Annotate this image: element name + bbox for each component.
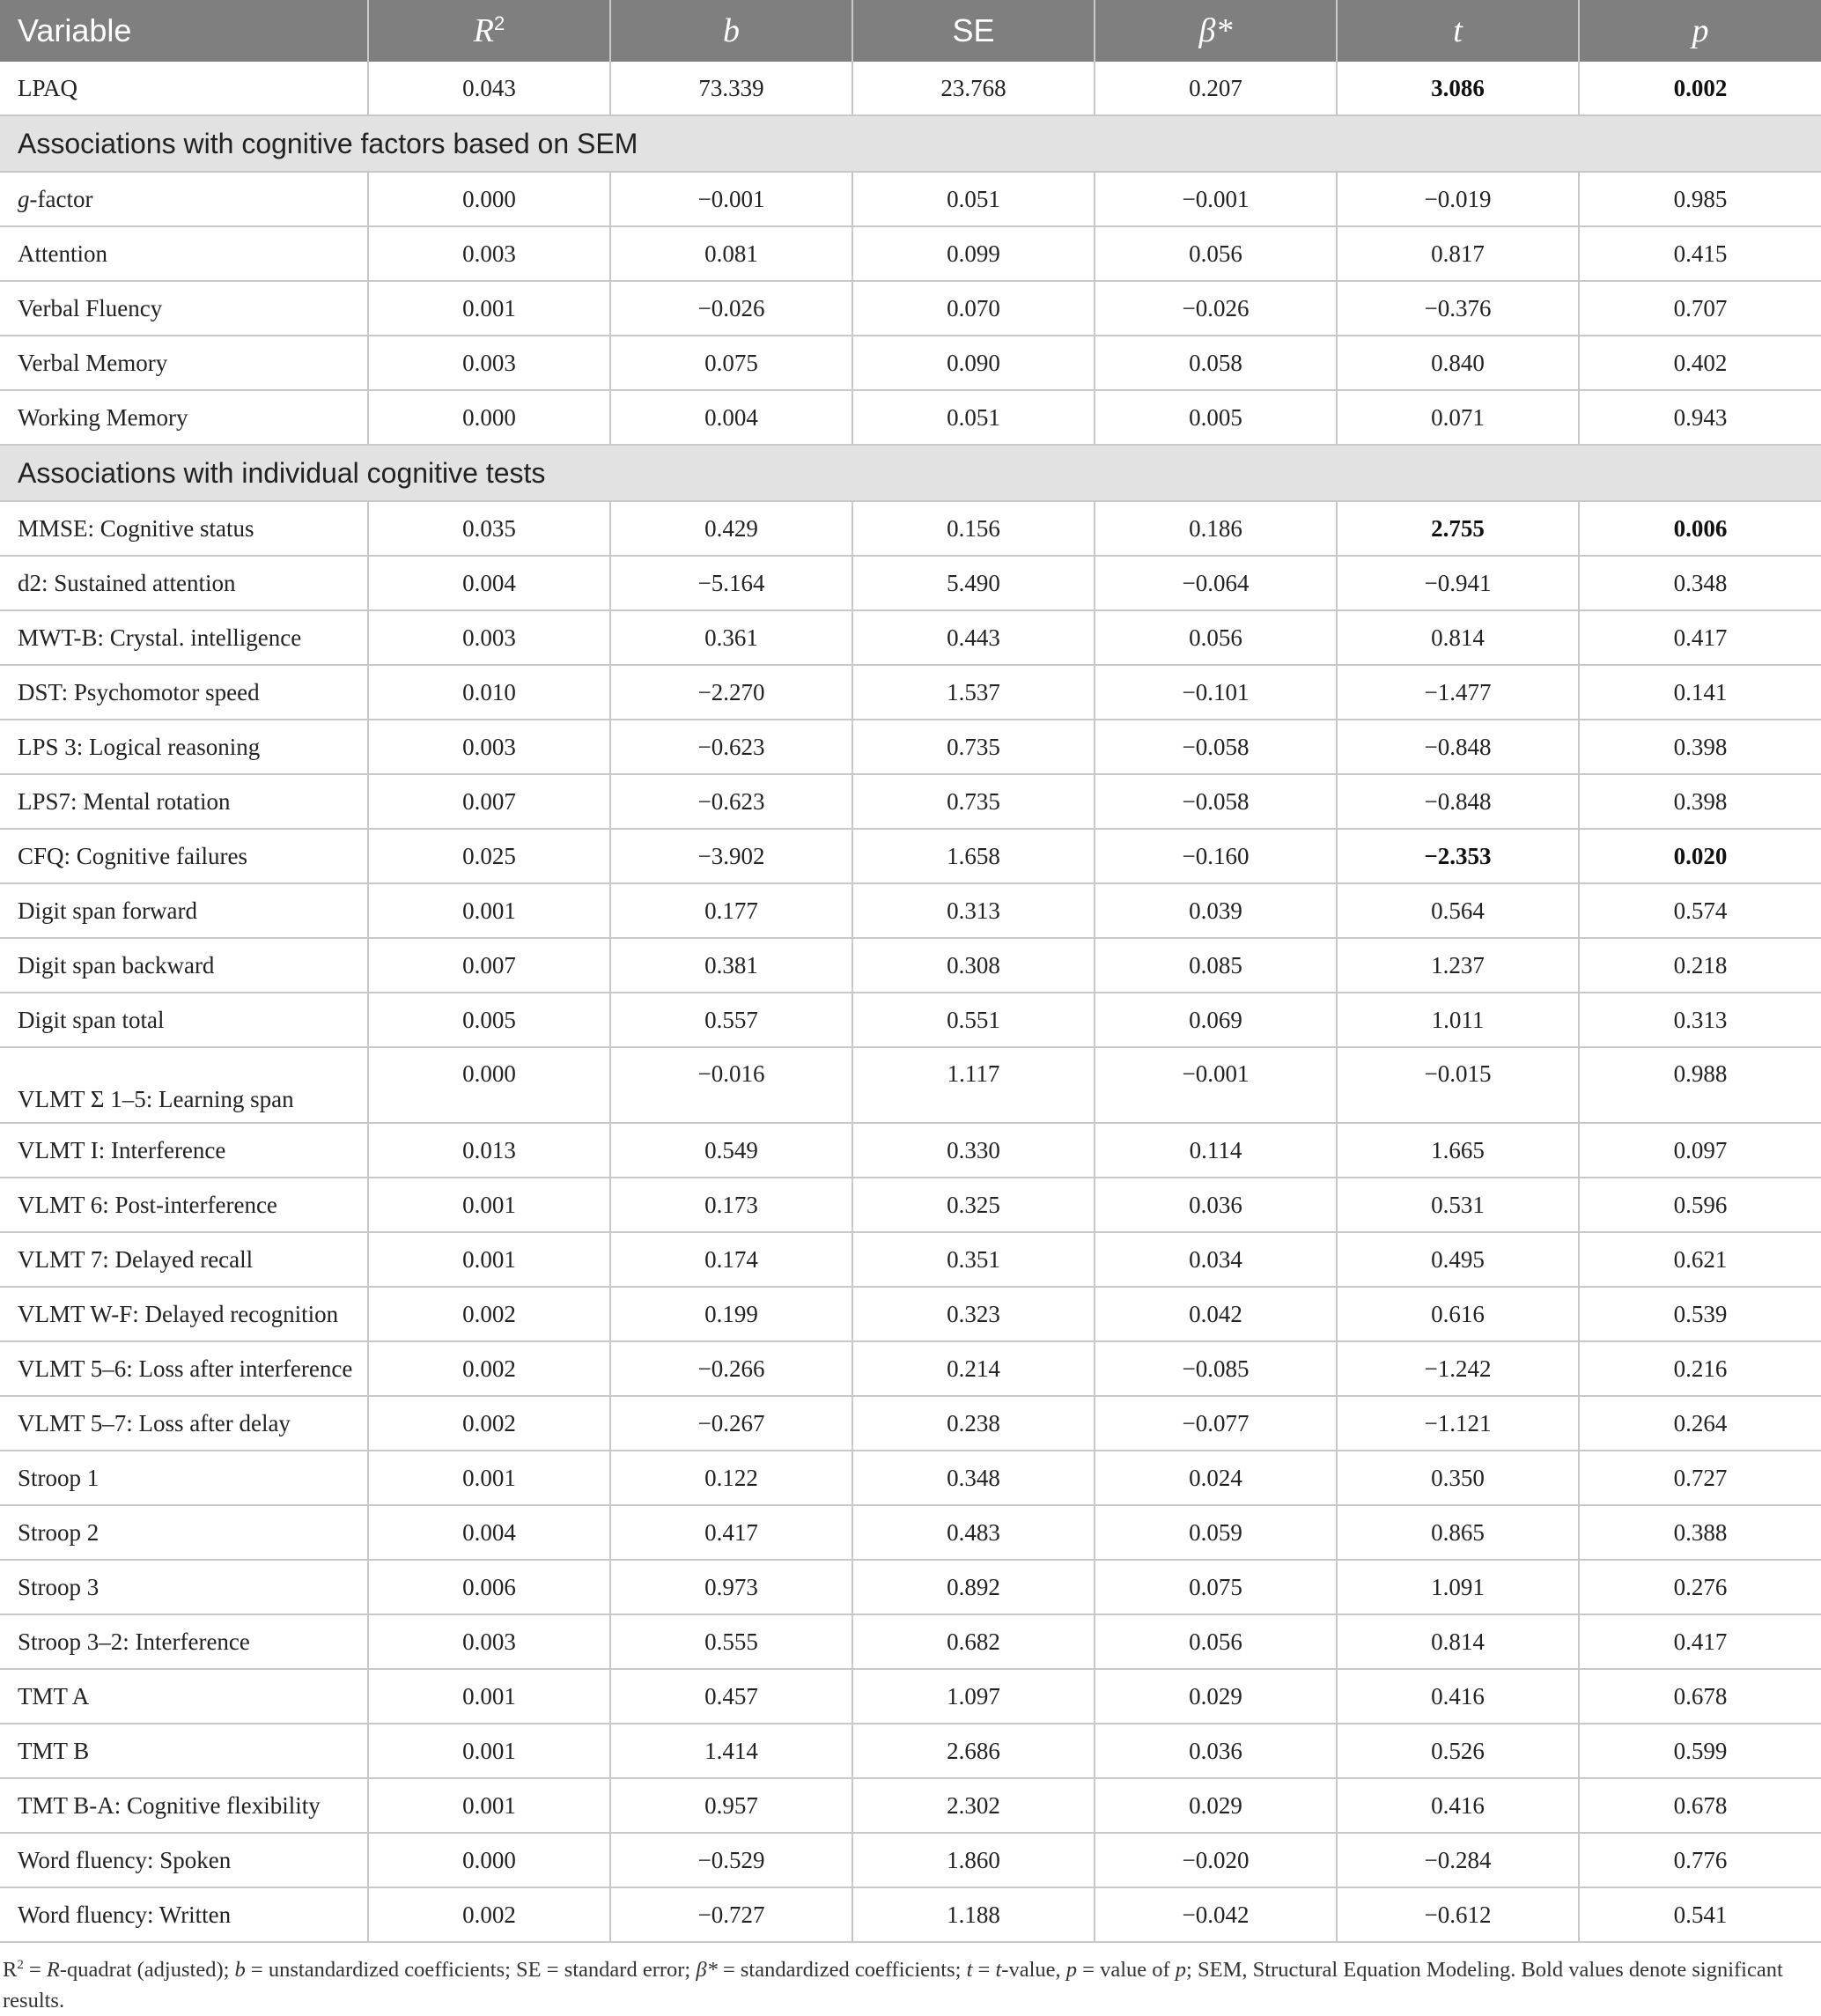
- t-cell: [1337, 829, 1579, 883]
- t-cell: 0.616: [1337, 1287, 1579, 1341]
- b-cell: 73.339: [610, 62, 852, 115]
- variable-name-cell: MMSE: Cognitive status: [0, 501, 368, 556]
- variable-name-cell: Digit span forward: [0, 883, 368, 938]
- table-row: [0, 1178, 1821, 1232]
- p-cell: 0.216: [1579, 1341, 1821, 1396]
- table-row: [0, 62, 1821, 115]
- beta-cell: 0.207: [1095, 62, 1337, 115]
- se-cell: 0.238: [852, 1396, 1095, 1451]
- variable-name-cell: TMT A: [0, 1669, 368, 1724]
- se-cell: 0.892: [852, 1560, 1095, 1614]
- b-cell: 0.004: [610, 390, 852, 445]
- t-cell: 0.416: [1337, 1669, 1579, 1724]
- se-cell: 0.330: [852, 1123, 1095, 1178]
- b-cell: −0.529: [610, 1833, 852, 1887]
- table-row: [0, 1778, 1821, 1833]
- beta-cell: 0.114: [1095, 1123, 1337, 1178]
- p-cell: 0.398: [1579, 720, 1821, 774]
- b-cell: −2.270: [610, 665, 852, 720]
- se-cell: 1.097: [852, 1669, 1095, 1724]
- p-cell: 0.348: [1579, 556, 1821, 610]
- b-cell: 0.081: [610, 226, 852, 281]
- t-cell: −0.284: [1337, 1833, 1579, 1887]
- table-footnote: $R^2$ = R-quadrat (adjusted); b = unstandardized coefficients; SE = standard error; β* = standardized coefficients; t = t-value, p = value of p; SEM, Structural Equation Modeling. Bold values denote significant results.: [3, 1958, 1783, 2013]
- b-cell: 1.414: [610, 1724, 852, 1778]
- r2-cell: 0.010: [368, 665, 610, 720]
- se-cell: 0.156: [852, 501, 1095, 556]
- t-cell: 0.531: [1337, 1178, 1579, 1232]
- r2-cell: 0.007: [368, 938, 610, 993]
- b-cell: 0.174: [610, 1232, 852, 1287]
- table-row: [0, 1396, 1821, 1451]
- p-cell: 0.097: [1579, 1123, 1821, 1178]
- se-cell: 0.325: [852, 1178, 1095, 1232]
- beta-cell: −0.064: [1095, 556, 1337, 610]
- beta-cell: −0.058: [1095, 720, 1337, 774]
- se-cell: 0.351: [852, 1232, 1095, 1287]
- r2-cell: 0.001: [368, 281, 610, 336]
- r2-cell: 0.002: [368, 1396, 610, 1451]
- table-row: [0, 501, 1821, 556]
- se-cell: 0.682: [852, 1614, 1095, 1669]
- col-header-t: t: [1337, 0, 1579, 62]
- r2-cell: 0.004: [368, 1505, 610, 1560]
- beta-cell: 0.005: [1095, 390, 1337, 445]
- beta-cell: 0.034: [1095, 1232, 1337, 1287]
- t-cell: −1.121: [1337, 1396, 1579, 1451]
- p-cell: 0.218: [1579, 938, 1821, 993]
- section-title: Associations with individual cognitive tests: [0, 445, 1821, 501]
- t-cell: 0.564: [1337, 883, 1579, 938]
- p-cell: [1579, 501, 1821, 556]
- r2-cell: 0.000: [368, 1047, 610, 1123]
- p-cell: 0.264: [1579, 1396, 1821, 1451]
- variable-name-cell: Word fluency: Spoken: [0, 1833, 368, 1887]
- p-value-significant: 0.020: [1673, 842, 1728, 869]
- se-cell: 1.537: [852, 665, 1095, 720]
- r2-cell: 0.001: [368, 1669, 610, 1724]
- p-cell: 0.313: [1579, 993, 1821, 1047]
- r2-cell: 0.013: [368, 1123, 610, 1178]
- se-cell: 0.051: [852, 172, 1095, 226]
- t-cell: −0.848: [1337, 720, 1579, 774]
- se-cell: 0.323: [852, 1287, 1095, 1341]
- se-cell: 0.443: [852, 610, 1095, 665]
- col-header-se: SE: [852, 0, 1095, 62]
- p-cell: 0.417: [1579, 1614, 1821, 1669]
- variable-name-cell: VLMT 5–7: Loss after delay: [0, 1396, 368, 1451]
- col-header-r2: $R^2$: [368, 0, 610, 62]
- variable-name-cell: MWT-B: Crystal. intelligence: [0, 610, 368, 665]
- col-header-b: b: [610, 0, 852, 62]
- p-cell: 0.402: [1579, 336, 1821, 390]
- beta-cell: −0.020: [1095, 1833, 1337, 1887]
- p-cell: 0.539: [1579, 1287, 1821, 1341]
- se-cell: 0.099: [852, 226, 1095, 281]
- table-row: [0, 665, 1821, 720]
- variable-name-cell: Stroop 2: [0, 1505, 368, 1560]
- variable-name-cell: VLMT W-F: Delayed recognition: [0, 1287, 368, 1341]
- se-cell: 1.860: [852, 1833, 1095, 1887]
- r2-cell: 0.001: [368, 1778, 610, 1833]
- p-cell: 0.678: [1579, 1669, 1821, 1724]
- r2-cell: 0.035: [368, 501, 610, 556]
- b-cell: −3.902: [610, 829, 852, 883]
- p-cell: 0.621: [1579, 1232, 1821, 1287]
- table-row: [0, 1560, 1821, 1614]
- variable-name-cell: VLMT 5–6: Loss after interference: [0, 1341, 368, 1396]
- variable-name-cell: Stroop 3: [0, 1560, 368, 1614]
- se-cell: 0.090: [852, 336, 1095, 390]
- r2-cell: 0.000: [368, 1833, 610, 1887]
- p-cell: 0.141: [1579, 665, 1821, 720]
- t-cell: 1.091: [1337, 1560, 1579, 1614]
- b-cell: −0.727: [610, 1887, 852, 1942]
- p-cell: 0.541: [1579, 1887, 1821, 1942]
- variable-name-cell: CFQ: Cognitive failures: [0, 829, 368, 883]
- se-cell: 23.768: [852, 62, 1095, 115]
- r2-cell: 0.000: [368, 390, 610, 445]
- t-cell: 0.350: [1337, 1451, 1579, 1505]
- b-cell: −0.267: [610, 1396, 852, 1451]
- variable-name-cell: d2: Sustained attention: [0, 556, 368, 610]
- table-row: [0, 1669, 1821, 1724]
- b-cell: −0.026: [610, 281, 852, 336]
- t-cell: 0.416: [1337, 1778, 1579, 1833]
- beta-cell: 0.042: [1095, 1287, 1337, 1341]
- variable-name-cell: Verbal Fluency: [0, 281, 368, 336]
- r2-cell: 0.003: [368, 336, 610, 390]
- p-cell: 0.276: [1579, 1560, 1821, 1614]
- r2-cell: 0.043: [368, 62, 610, 115]
- r2-cell: 0.001: [368, 1178, 610, 1232]
- section-title: Associations with cognitive factors based on SEM: [0, 115, 1821, 172]
- beta-cell: 0.056: [1095, 226, 1337, 281]
- table-row: [0, 720, 1821, 774]
- t-cell: −1.477: [1337, 665, 1579, 720]
- table-row: [0, 390, 1821, 445]
- b-cell: −0.266: [610, 1341, 852, 1396]
- variable-name-cell: Stroop 1: [0, 1451, 368, 1505]
- table-row: [0, 1451, 1821, 1505]
- section-header-row: [0, 115, 1821, 172]
- t-cell: −1.242: [1337, 1341, 1579, 1396]
- variable-name-cell: TMT B: [0, 1724, 368, 1778]
- b-cell: 0.429: [610, 501, 852, 556]
- se-cell: 1.188: [852, 1887, 1095, 1942]
- t-cell: 0.526: [1337, 1724, 1579, 1778]
- b-cell: 0.457: [610, 1669, 852, 1724]
- r2-cell: 0.000: [368, 172, 610, 226]
- header-row: [0, 0, 1821, 62]
- beta-cell: 0.075: [1095, 1560, 1337, 1614]
- se-cell: 5.490: [852, 556, 1095, 610]
- col-header-variable: Variable: [0, 0, 368, 62]
- r2-cell: 0.005: [368, 993, 610, 1047]
- table-row: [0, 556, 1821, 610]
- variable-name-cell: VLMT Σ 1–5: Learning span: [0, 1047, 368, 1123]
- b-cell: 0.199: [610, 1287, 852, 1341]
- t-value-significant: 3.086: [1431, 74, 1485, 101]
- variable-name-cell: VLMT I: Interference: [0, 1123, 368, 1178]
- p-value-significant: 0.002: [1673, 74, 1728, 101]
- t-value-significant: 2.755: [1431, 514, 1485, 542]
- beta-cell: −0.077: [1095, 1396, 1337, 1451]
- col-header-beta: β*: [1095, 0, 1337, 62]
- table-row: [0, 226, 1821, 281]
- t-cell: [1337, 501, 1579, 556]
- r2-cell: 0.025: [368, 829, 610, 883]
- t-cell: −0.612: [1337, 1887, 1579, 1942]
- variable-name-cell: [0, 172, 368, 226]
- beta-cell: 0.039: [1095, 883, 1337, 938]
- t-cell: 1.011: [1337, 993, 1579, 1047]
- se-cell: 0.313: [852, 883, 1095, 938]
- se-cell: 2.686: [852, 1724, 1095, 1778]
- se-cell: 0.735: [852, 720, 1095, 774]
- b-cell: −5.164: [610, 556, 852, 610]
- b-cell: 0.555: [610, 1614, 852, 1669]
- p-cell: 0.988: [1579, 1047, 1821, 1123]
- r2-cell: 0.003: [368, 226, 610, 281]
- table-row: [0, 1232, 1821, 1287]
- table-row: [0, 774, 1821, 829]
- t-cell: 0.817: [1337, 226, 1579, 281]
- se-cell: 0.348: [852, 1451, 1095, 1505]
- beta-cell: 0.036: [1095, 1178, 1337, 1232]
- table-row: [0, 829, 1821, 883]
- table-row: [0, 610, 1821, 665]
- b-cell: 0.417: [610, 1505, 852, 1560]
- r2-cell: 0.007: [368, 774, 610, 829]
- r2-cell: 0.003: [368, 1614, 610, 1669]
- t-cell: 0.495: [1337, 1232, 1579, 1287]
- beta-cell: −0.001: [1095, 172, 1337, 226]
- r2-cell: 0.002: [368, 1287, 610, 1341]
- table-row: [0, 1047, 1821, 1123]
- beta-cell: −0.058: [1095, 774, 1337, 829]
- b-cell: 0.075: [610, 336, 852, 390]
- t-cell: 0.840: [1337, 336, 1579, 390]
- beta-cell: −0.160: [1095, 829, 1337, 883]
- table-row: [0, 993, 1821, 1047]
- table-row: [0, 1833, 1821, 1887]
- se-cell: 0.551: [852, 993, 1095, 1047]
- p-cell: 0.678: [1579, 1778, 1821, 1833]
- b-cell: 0.177: [610, 883, 852, 938]
- b-cell: 0.361: [610, 610, 852, 665]
- t-cell: 0.814: [1337, 610, 1579, 665]
- b-cell: 0.381: [610, 938, 852, 993]
- beta-cell: 0.029: [1095, 1778, 1337, 1833]
- variable-name-cell: DST: Psychomotor speed: [0, 665, 368, 720]
- variable-name-cell: Verbal Memory: [0, 336, 368, 390]
- table-row: [0, 1887, 1821, 1942]
- r2-cell: 0.002: [368, 1887, 610, 1942]
- beta-cell: −0.101: [1095, 665, 1337, 720]
- r2-cell: 0.001: [368, 1724, 610, 1778]
- r2-cell: 0.003: [368, 720, 610, 774]
- variable-name-cell: VLMT 6: Post-interference: [0, 1178, 368, 1232]
- p-cell: [1579, 829, 1821, 883]
- p-cell: 0.398: [1579, 774, 1821, 829]
- t-cell: [1337, 62, 1579, 115]
- b-cell: −0.623: [610, 774, 852, 829]
- beta-cell: 0.024: [1095, 1451, 1337, 1505]
- p-cell: 0.415: [1579, 226, 1821, 281]
- variable-name-cell: LPS7: Mental rotation: [0, 774, 368, 829]
- table-row: [0, 1614, 1821, 1669]
- beta-cell: 0.056: [1095, 610, 1337, 665]
- b-cell: −0.016: [610, 1047, 852, 1123]
- b-cell: 0.122: [610, 1451, 852, 1505]
- table-row: [0, 1505, 1821, 1560]
- beta-cell: 0.029: [1095, 1669, 1337, 1724]
- variable-name-italic: g: [18, 185, 30, 212]
- b-cell: 0.173: [610, 1178, 852, 1232]
- table-body: [0, 62, 1821, 1942]
- se-cell: 0.735: [852, 774, 1095, 829]
- se-cell: 0.308: [852, 938, 1095, 993]
- p-cell: 0.596: [1579, 1178, 1821, 1232]
- beta-cell: −0.085: [1095, 1341, 1337, 1396]
- b-cell: 0.957: [610, 1778, 852, 1833]
- t-cell: −0.019: [1337, 172, 1579, 226]
- beta-cell: 0.036: [1095, 1724, 1337, 1778]
- p-cell: 0.985: [1579, 172, 1821, 226]
- beta-cell: 0.059: [1095, 1505, 1337, 1560]
- r2-cell: 0.001: [368, 1232, 610, 1287]
- se-cell: 0.483: [852, 1505, 1095, 1560]
- variable-name-cell: Word fluency: Written: [0, 1887, 368, 1942]
- table-row: [0, 1123, 1821, 1178]
- beta-cell: 0.058: [1095, 336, 1337, 390]
- variable-name-cell: Digit span total: [0, 993, 368, 1047]
- p-cell: 0.599: [1579, 1724, 1821, 1778]
- variable-name-cell: Stroop 3–2: Interference: [0, 1614, 368, 1669]
- r2-cell: 0.003: [368, 610, 610, 665]
- r2-cell: 0.006: [368, 1560, 610, 1614]
- beta-cell: 0.069: [1095, 993, 1337, 1047]
- variable-name-cell: LPS 3: Logical reasoning: [0, 720, 368, 774]
- variable-name-cell: TMT B-A: Cognitive flexibility: [0, 1778, 368, 1833]
- b-cell: 0.557: [610, 993, 852, 1047]
- variable-name-cell: Working Memory: [0, 390, 368, 445]
- r2-cell: 0.001: [368, 1451, 610, 1505]
- t-cell: 0.865: [1337, 1505, 1579, 1560]
- t-cell: 0.071: [1337, 390, 1579, 445]
- t-cell: −0.941: [1337, 556, 1579, 610]
- b-cell: 0.549: [610, 1123, 852, 1178]
- beta-cell: −0.001: [1095, 1047, 1337, 1123]
- variable-name: -factor: [29, 185, 93, 212]
- table-row: [0, 1341, 1821, 1396]
- t-cell: 1.237: [1337, 938, 1579, 993]
- table-row: [0, 883, 1821, 938]
- t-value-significant: −2.353: [1424, 842, 1492, 869]
- t-cell: 0.814: [1337, 1614, 1579, 1669]
- p-cell: 0.417: [1579, 610, 1821, 665]
- t-cell: 1.665: [1337, 1123, 1579, 1178]
- table-row: [0, 938, 1821, 993]
- beta-cell: −0.042: [1095, 1887, 1337, 1942]
- p-cell: 0.776: [1579, 1833, 1821, 1887]
- beta-cell: 0.186: [1095, 501, 1337, 556]
- se-cell: 1.658: [852, 829, 1095, 883]
- t-cell: −0.848: [1337, 774, 1579, 829]
- variable-name-cell: VLMT 7: Delayed recall: [0, 1232, 368, 1287]
- r2-cell: 0.001: [368, 883, 610, 938]
- col-header-p: p: [1579, 0, 1821, 62]
- variable-name-cell: Digit span backward: [0, 938, 368, 993]
- beta-cell: 0.056: [1095, 1614, 1337, 1669]
- beta-cell: −0.026: [1095, 281, 1337, 336]
- beta-cell: 0.085: [1095, 938, 1337, 993]
- section-header-row: [0, 445, 1821, 501]
- table-row: [0, 281, 1821, 336]
- b-cell: −0.001: [610, 172, 852, 226]
- se-cell: 1.117: [852, 1047, 1095, 1123]
- p-cell: [1579, 62, 1821, 115]
- r2-cell: 0.002: [368, 1341, 610, 1396]
- t-cell: −0.015: [1337, 1047, 1579, 1123]
- p-cell: 0.388: [1579, 1505, 1821, 1560]
- table-row: [0, 172, 1821, 226]
- p-value-significant: 0.006: [1673, 514, 1728, 542]
- se-cell: 0.051: [852, 390, 1095, 445]
- p-cell: 0.727: [1579, 1451, 1821, 1505]
- p-cell: 0.943: [1579, 390, 1821, 445]
- variable-name-cell: LPAQ: [0, 62, 368, 115]
- table-row: [0, 1724, 1821, 1778]
- r2-cell: 0.004: [368, 556, 610, 610]
- t-cell: −0.376: [1337, 281, 1579, 336]
- se-cell: 2.302: [852, 1778, 1095, 1833]
- p-cell: 0.707: [1579, 281, 1821, 336]
- variable-name-cell: Attention: [0, 226, 368, 281]
- b-cell: −0.623: [610, 720, 852, 774]
- p-cell: 0.574: [1579, 883, 1821, 938]
- table-row: [0, 336, 1821, 390]
- se-cell: 0.214: [852, 1341, 1095, 1396]
- se-cell: 0.070: [852, 281, 1095, 336]
- table-row: [0, 1287, 1821, 1341]
- b-cell: 0.973: [610, 1560, 852, 1614]
